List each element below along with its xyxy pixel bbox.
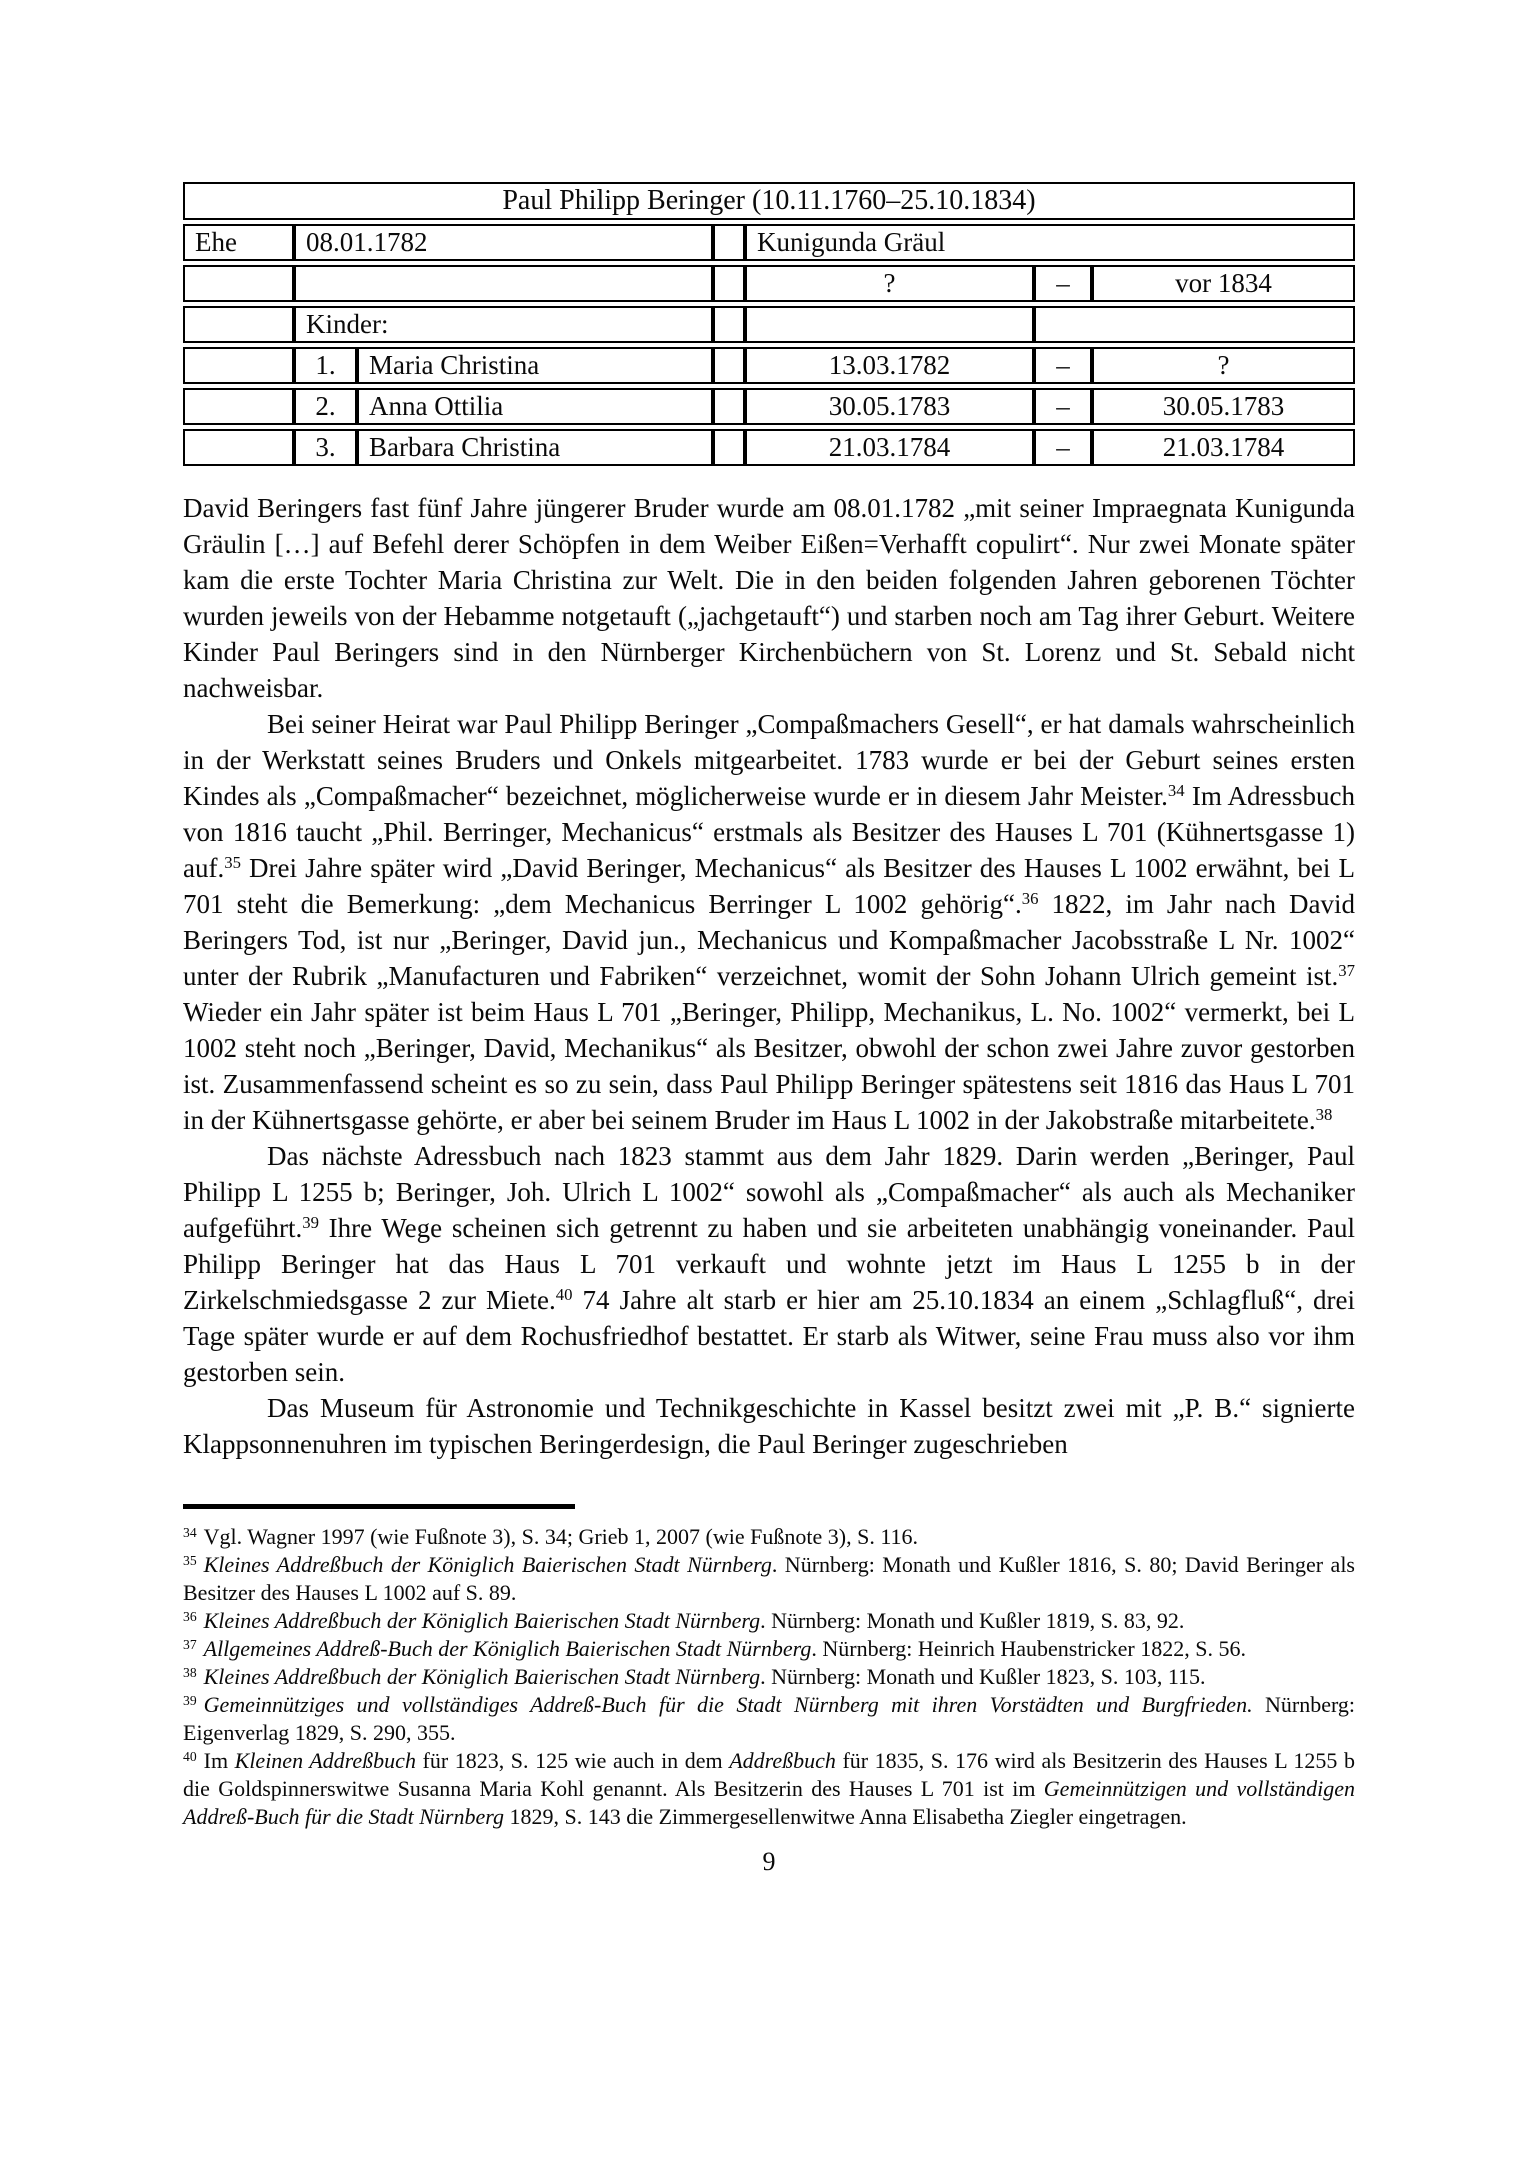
cell-child-no: 1. — [294, 347, 357, 384]
cell-spouse-death: vor 1834 — [1092, 265, 1355, 302]
cell-gap — [713, 306, 745, 343]
table-row-child-1 — [183, 347, 1355, 384]
footnote-number: 34 — [183, 1524, 197, 1540]
footnote-34 — [183, 1523, 1355, 1551]
footnote-number: 37 — [183, 1636, 197, 1652]
genealogy-table — [183, 178, 1355, 470]
footnote-39 — [183, 1691, 1355, 1747]
table-title: Paul Philipp Beringer (10.11.1760–25.10.1834) — [183, 182, 1355, 220]
cell-gap — [713, 224, 745, 261]
cell-empty — [1034, 306, 1355, 343]
page-number: 9 — [762, 1847, 776, 1876]
cell-child-dash: – — [1034, 429, 1092, 466]
table-row-child-3 — [183, 429, 1355, 466]
cell-child-name: Anna Ottilia — [357, 388, 713, 425]
cell-child-name: Barbara Christina — [357, 429, 713, 466]
footnote-text: Kleines Addreßbuch der Königlich Baierischen Stadt Nürnberg. Nürnberg: Monath und Kußler 1823, S. 103, 115. — [203, 1664, 1206, 1689]
footnote-number: 40 — [183, 1748, 197, 1764]
cell-child-death: 21.03.1784 — [1092, 429, 1355, 466]
cell-kinder-label: Kinder: — [294, 306, 713, 343]
cell-empty — [745, 306, 1034, 343]
cell-spouse-dash: – — [1034, 265, 1092, 302]
footnote-text: Kleines Addreßbuch der Königlich Baierischen Stadt Nürnberg. Nürnberg: Monath und Kußler 1816, S. 80; David Beringer als Besitzer des Hauses L 1002 auf S. 89. — [183, 1552, 1355, 1605]
footnotes-section — [183, 1504, 1355, 1831]
footnote-38 — [183, 1663, 1355, 1691]
cell-child-dash: – — [1034, 347, 1092, 384]
cell-empty — [183, 347, 294, 384]
footnote-36 — [183, 1607, 1355, 1635]
footnote-text: Im Kleinen Addreßbuch für 1823, S. 125 wie auch in dem Addreßbuch für 1835, S. 176 wird als Besitzerin des Hauses L 1255 b die Goldspinnerswitwe Susanna Maria Kohl genannt. Als Besitzerin des Hauses L 701 ist im Gemeinnützigen und vollständigen Addreß-Buch für die Stadt Nürnberg 1829, S. 143 die Zimmergesellenwitwe Anna Elisabetha Ziegler eingetragen. — [183, 1748, 1355, 1829]
cell-spouse-name: Kunigunda Gräul — [745, 224, 1355, 261]
cell-gap — [713, 388, 745, 425]
paragraph-4: Das Museum für Astronomie und Technikgeschichte in Kassel besitzt zwei mit „P. B.“ signierte Klappsonnenuhren im typischen Beringerdesign, die Paul Beringer zugeschrieben — [183, 1393, 1355, 1459]
cell-gap — [713, 429, 745, 466]
cell-ehe-date: 08.01.1782 — [294, 224, 713, 261]
cell-gap — [713, 265, 745, 302]
footnote-separator — [183, 1504, 575, 1509]
footnote-number: 35 — [183, 1552, 197, 1568]
footnote-text: Kleines Addreßbuch der Königlich Baierischen Stadt Nürnberg. Nürnberg: Monath und Kußler 1819, S. 83, 92. — [203, 1608, 1185, 1633]
cell-child-birth: 21.03.1784 — [745, 429, 1034, 466]
footnote-number: 38 — [183, 1664, 197, 1680]
footnote-text: Gemeinnütziges und vollständiges Addreß-Buch für die Stadt Nürnberg mit ihren Vorstädten und Burgfrieden. Nürnberg: Eigenverlag 1829, S. 290, 355. — [183, 1692, 1356, 1745]
table-row-title — [183, 182, 1355, 220]
cell-child-no: 3. — [294, 429, 357, 466]
cell-child-name: Maria Christina — [357, 347, 713, 384]
cell-empty — [294, 265, 713, 302]
cell-spouse-birth: ? — [745, 265, 1034, 302]
footnote-40 — [183, 1747, 1355, 1831]
footnote-35 — [183, 1551, 1355, 1607]
cell-ehe-label: Ehe — [183, 224, 294, 261]
paragraph-1: David Beringers fast fünf Jahre jüngerer Bruder wurde am 08.01.1782 „mit seiner Impraegnata Kunigunda Gräulin […] auf Befehl derer Schöpfen in dem Weiber Eißen=Verhafft copulirt“. Nur zwei Monate später kam die erste Tochter Maria Christina zur Welt. Die in den beiden folgenden Jahren geborenen Töchter wurden jeweils von der Hebamme notgetauft („jachgetauft“) und starben noch am Tag ihrer Geburt. Weitere Kinder Paul Beringers sind in den Nürnberger Kirchenbüchern von St. Lorenz und St. Sebald nicht nachweisbar. — [183, 493, 1355, 703]
cell-child-birth: 13.03.1782 — [745, 347, 1034, 384]
table-row-marriage — [183, 224, 1355, 261]
footnote-number: 36 — [183, 1608, 197, 1624]
cell-empty — [183, 388, 294, 425]
table-row-spouse-dates — [183, 265, 1355, 302]
cell-child-no: 2. — [294, 388, 357, 425]
footnote-text: Vgl. Wagner 1997 (wie Fußnote 3), S. 34; Grieb 1, 2007 (wie Fußnote 3), S. 116. — [203, 1524, 919, 1549]
body-text-section — [183, 490, 1355, 1462]
footnote-number: 39 — [183, 1692, 197, 1708]
cell-child-birth: 30.05.1783 — [745, 388, 1034, 425]
cell-empty — [183, 429, 294, 466]
footnote-text: Allgemeines Addreß-Buch der Königlich Baierischen Stadt Nürnberg. Nürnberg: Heinrich Haubenstricker 1822, S. 56. — [203, 1636, 1246, 1661]
cell-child-death: ? — [1092, 347, 1355, 384]
footnote-37 — [183, 1635, 1355, 1663]
table-row-kinder-header — [183, 306, 1355, 343]
paragraph-3: Das nächste Adressbuch nach 1823 stammt aus dem Jahr 1829. Darin werden „Beringer, Paul Philipp L 1255 b; Beringer, Joh. Ulrich L 1002“ sowohl als „Compaßmacher“ als auch als Mechaniker aufgeführt.$^{39}$ Ihre Wege scheinen sich getrennt zu haben und sie arbeiteten unabhängig voneinander. Paul Philipp Beringer hat das Haus L 701 verkauft und wohnte jetzt im Haus L 1255 b in der Zirkelschmiedsgasse 2 zur Miete.$^{40}$ 74 Jahre alt starb er hier am 25.10.1834 an einem „Schlagfluß“, drei Tage später wurde er auf dem Rochusfriedhof bestattet. Er starb als Witwer, seine Frau muss also vor ihm gestorben sein. — [183, 1141, 1355, 1387]
cell-child-death: 30.05.1783 — [1092, 388, 1355, 425]
cell-empty — [183, 265, 294, 302]
cell-gap — [713, 347, 745, 384]
cell-child-dash: – — [1034, 388, 1092, 425]
paragraph-2: Bei seiner Heirat war Paul Philipp Beringer „Compaßmachers Gesell“, er hat damals wahrscheinlich in der Werkstatt seines Bruders und Onkels mitgearbeitet. 1783 wurde er bei der Geburt seines ersten Kindes als „Compaßmacher“ bezeichnet, möglicherweise wurde er in diesem Jahr Meister.$^{34}$ Im Adressbuch von 1816 taucht „Phil. Berringer, Mechanicus“ erstmals als Besitzer des Hauses L 701 (Kühnertsgasse 1) auf.$^{35}$ Drei Jahre später wird „David Beringer, Mechanicus“ als Besitzer des Hauses L 1002 erwähnt, bei L 701 steht die Bemerkung: „dem Mechanicus Berringer L 1002 gehörig“.$^{36}$ 1822, im Jahr nach David Beringers Tod, ist nur „Beringer, David jun., Mechanicus und Kompaßmacher Jacobsstraße L Nr. 1002“ unter der Rubrik „Manufacturen und Fabriken“ verzeichnet, womit der Sohn Johann Ulrich gemeint ist.$^{37}$ Wieder ein Jahr später ist beim Haus L 701 „Beringer, Philipp, Mechanikus, L. No. 1002“ vermerkt, bei L 1002 steht noch „Beringer, David, Mechanikus“ als Besitzer, obwohl der schon zwei Jahre zuvor gestorben ist. Zusammenfassend scheint es so zu sein, dass Paul Philipp Beringer spätestens seit 1816 das Haus L 701 in der Kühnertsgasse gehörte, er aber bei seinem Bruder im Haus L 1002 in der Jakobstraße mitarbeitete.$^{38}$ — [183, 709, 1355, 1135]
cell-empty — [183, 306, 294, 343]
table-row-child-2 — [183, 388, 1355, 425]
